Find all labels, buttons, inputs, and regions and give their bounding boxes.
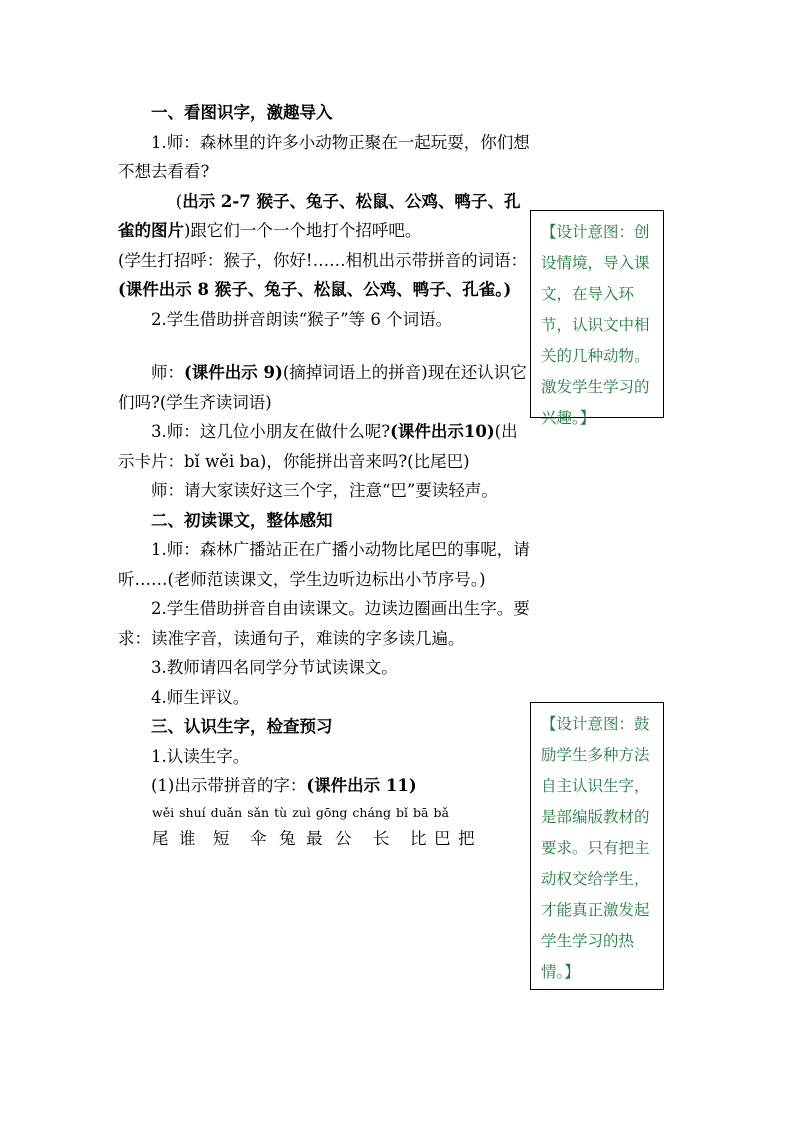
- pinyin: shuí: [179, 804, 206, 820]
- design-note-2: 【设计意图：鼓励学生多种方法自主认识生字，是部编版教材的要求。只有把主动权交给学生，才能真正激发起学生学习的热情。】: [530, 702, 664, 990]
- section2-p4: 4.师生评议。: [151, 687, 250, 707]
- char-row: [152, 825, 532, 853]
- section1-p4: 2.学生借助拼音朗读“猴子”等 6 个词语。: [151, 309, 453, 329]
- pinyin: bǎ: [433, 804, 449, 820]
- section2-heading: 二、初读课文，整体感知: [151, 510, 333, 530]
- pinyin: bǐ: [395, 804, 408, 820]
- char: 最: [306, 828, 323, 848]
- pinyin: duǎn: [210, 804, 243, 820]
- section1-p2: (出示 2-7 猴子、兔子、松鼠、公鸡、鸭子、孔雀的图片)跟它们一个一个地打个招呼吧。: [118, 191, 521, 240]
- char: 兔: [279, 828, 296, 848]
- section1-p6: 3.师：这几位小朋友在做什么呢?(课件出示10)(出示卡片：bǐ wěi ba)，你能拼出音来吗?(比尾巴): [118, 422, 518, 471]
- char: 长: [373, 828, 390, 848]
- section1-p3: (学生打招呼：猴子，你好!……相机出示带拼音的词语：(课件出示 8 猴子、兔子、松鼠、公鸡、鸭子、孔雀。): [118, 250, 528, 299]
- design-note-1: 【设计意图：创设情境，导入课文，在导入环节，认识文中相关的几种动物。激发学生学习的兴趣。】: [530, 210, 664, 418]
- char: 短: [213, 828, 230, 848]
- pinyin: sǎn: [247, 804, 270, 820]
- section3-heading: 三、认识生字，检查预习: [151, 717, 333, 736]
- pinyin: wěi: [152, 804, 175, 820]
- section2-p2: 2.学生借助拼音自由读课文。边读边圈画出生字。要求：读准字音，读通句子，难读的字多读几遍。: [118, 599, 530, 648]
- pinyin: cháng: [352, 804, 391, 820]
- section1-heading: 一、看图识字，激趣导入: [151, 103, 333, 122]
- section2-p3: 3.教师请四名同学分节试读课文。: [151, 658, 398, 677]
- char: 公: [335, 828, 352, 848]
- pinyin: bā: [412, 804, 429, 820]
- char: 谁: [179, 828, 196, 848]
- section2-p1: 1.师：森林广播站正在广播小动物比尾巴的事呢，请听……(老师范读课文，学生边听边标出小节序号。): [118, 540, 530, 589]
- char: 巴: [434, 828, 451, 848]
- char: 把: [458, 828, 475, 848]
- section1-p5: 师：(课件出示 9)(摘掉词语上的拼音)现在还认识它们吗?(学生齐读词语): [118, 363, 527, 412]
- char: 比: [410, 828, 427, 848]
- spacer: [118, 334, 532, 358]
- char: 伞: [250, 828, 267, 848]
- section3-p1: 1.认读生字。: [151, 746, 250, 766]
- pinyin: zuì: [292, 804, 311, 820]
- char: 尾: [152, 828, 169, 848]
- pinyin-row: [152, 801, 532, 825]
- section3-p2: (1)出示带拼音的字：(课件出示 11): [151, 776, 417, 795]
- pinyin: gōng: [315, 804, 348, 820]
- pinyin: tù: [274, 804, 288, 820]
- lesson-body: [118, 98, 532, 853]
- section1-p7: 师：请大家读好这三个字，注意“巴”要读轻声。: [151, 481, 498, 500]
- section1-p1: 1.师：森林里的许多小动物正聚在一起玩耍，你们想不想去看看?: [118, 132, 530, 181]
